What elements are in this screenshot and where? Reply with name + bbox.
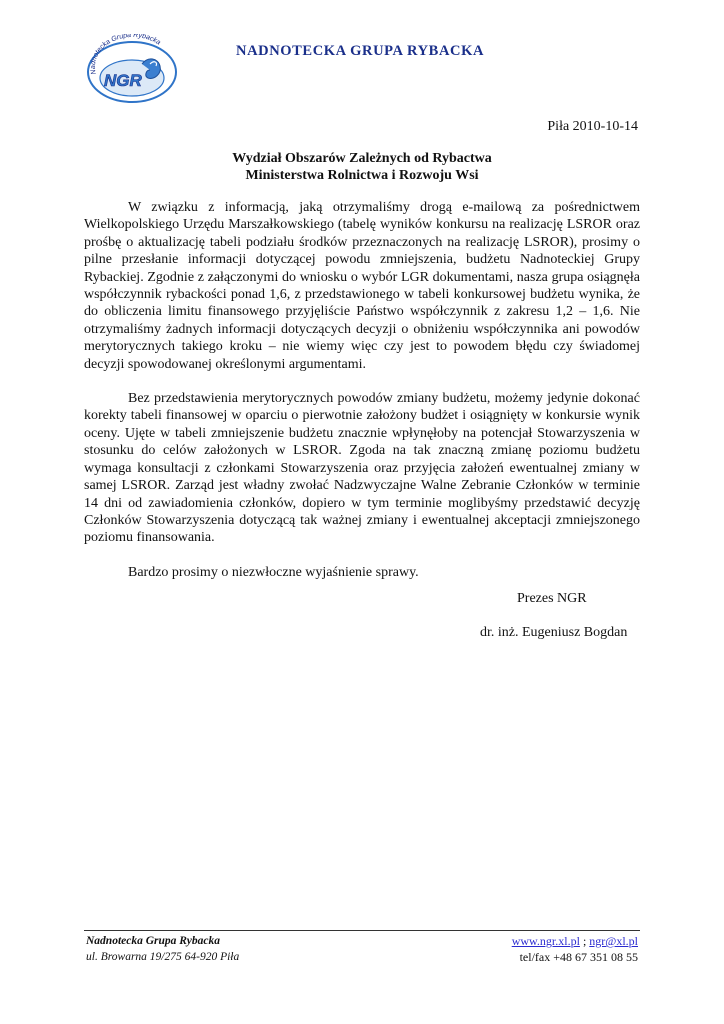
footer-address-block [86,933,239,965]
signature-name: dr. inż. Eugeniusz Bogdan [480,625,628,640]
website-link[interactable]: www.ngr.xl.pl [511,934,580,948]
paragraph-2: Bez przedstawienia merytorycznych powodów zmiany budżetu, możemy jedynie dokonać korekty tabeli finansowej w oparciu o pierwotnie założony budżet i osiągnięty w konkursie wynik oceny. Ujęte w tabeli zmniejszenie budżetu znacznie wpłynęłoby na potencjał Stowarzyszenia w stosunku do celów założonych w LSROR. Zgoda na tak znaczną zmianę poziomu budżetu wymaga konsultacji z członkami Stowarzyszenia oraz przyjęcia założeń ewentualnej zmiany w samej LSROR. Zarząd jest władny zwołać Nadzwyczajne Walne Zebranie Członków w terminie 14 dni od zawiadomienia członków, dopiero w tym terminie moglibyśmy przedstawić decyzję Członków Stowarzyszenia dotyczącą tak ważnej zmiany i ewentualnej akceptacji zmniejszonego poziomu finansowania. [84,391,640,546]
signature-role: Prezes NGR [517,591,587,606]
recipient-block [84,150,640,184]
footer-divider [84,930,640,931]
paragraph-1: W związku z informacją, jaką otrzymaliśmy drogą e-mailową za pośrednictwem Wielkopolskiego Urzędu Marszałkowskiego (tabelę wyników konkursu na realizację LSROR oraz prośbę o aktualizację tabeli podziału środków przeznaczonych na realizację LSROR), prosimy o pilne przesłanie informacji dotyczącej powodu zmniejszenia, budżetu Nadnoteckiej Grupy Rybackiej. Zgodnie z załączonymi do wniosku o wybór LGR dokumentami, nasza grupa osiągnęła współczynnik rybackości ponad 1,6, z przedstawionego w tabeli konkursowej budżetu wynika, że do obliczenia limitu finansowego przyjęliście Państwo współczynnik z zakresu 1,2 – 1,6. Nie otrzymaliśmy żadnych informacji dotyczących decyzji o obniżeniu współczynnika ani powodów merytorycznych takiego kroku – nie wiemy więc czy jest to powodem błędu czy świadomej decyzji spowodowanej określonymi argumentami. [84,200,640,372]
ngr-logo [84,34,180,104]
recipient-line-2: Ministerstwa Rolnictwa i Rozwoju Wsi [245,168,479,183]
logo-arc-text: Nadnotecka Grupa Rybacka [89,34,162,76]
footer-address: ul. Browarna 19/275 64-920 Piła [86,951,240,963]
organization-title: NADNOTECKA GRUPA RYBACKA [236,43,485,59]
logo-text: NGR [104,71,142,90]
ngr-logo-icon [84,34,180,104]
letter-body [84,199,640,598]
letter-date: Piła 2010-10-14 [547,119,638,134]
recipient-line-1: Wydział Obszarów Zależnych od Rybactwa [232,151,492,166]
link-separator: ; [579,934,590,948]
paragraph-3: Bardzo prosimy o niezwłoczne wyjaśnienie sprawy. [128,564,419,580]
footer-contact-block [512,933,638,965]
footer-phone: tel/fax +48 67 351 08 55 [519,950,638,964]
footer-org-name: Nadnotecka Grupa Rybacka [86,935,220,947]
email-link[interactable]: ngr@xl.pl [589,934,638,948]
